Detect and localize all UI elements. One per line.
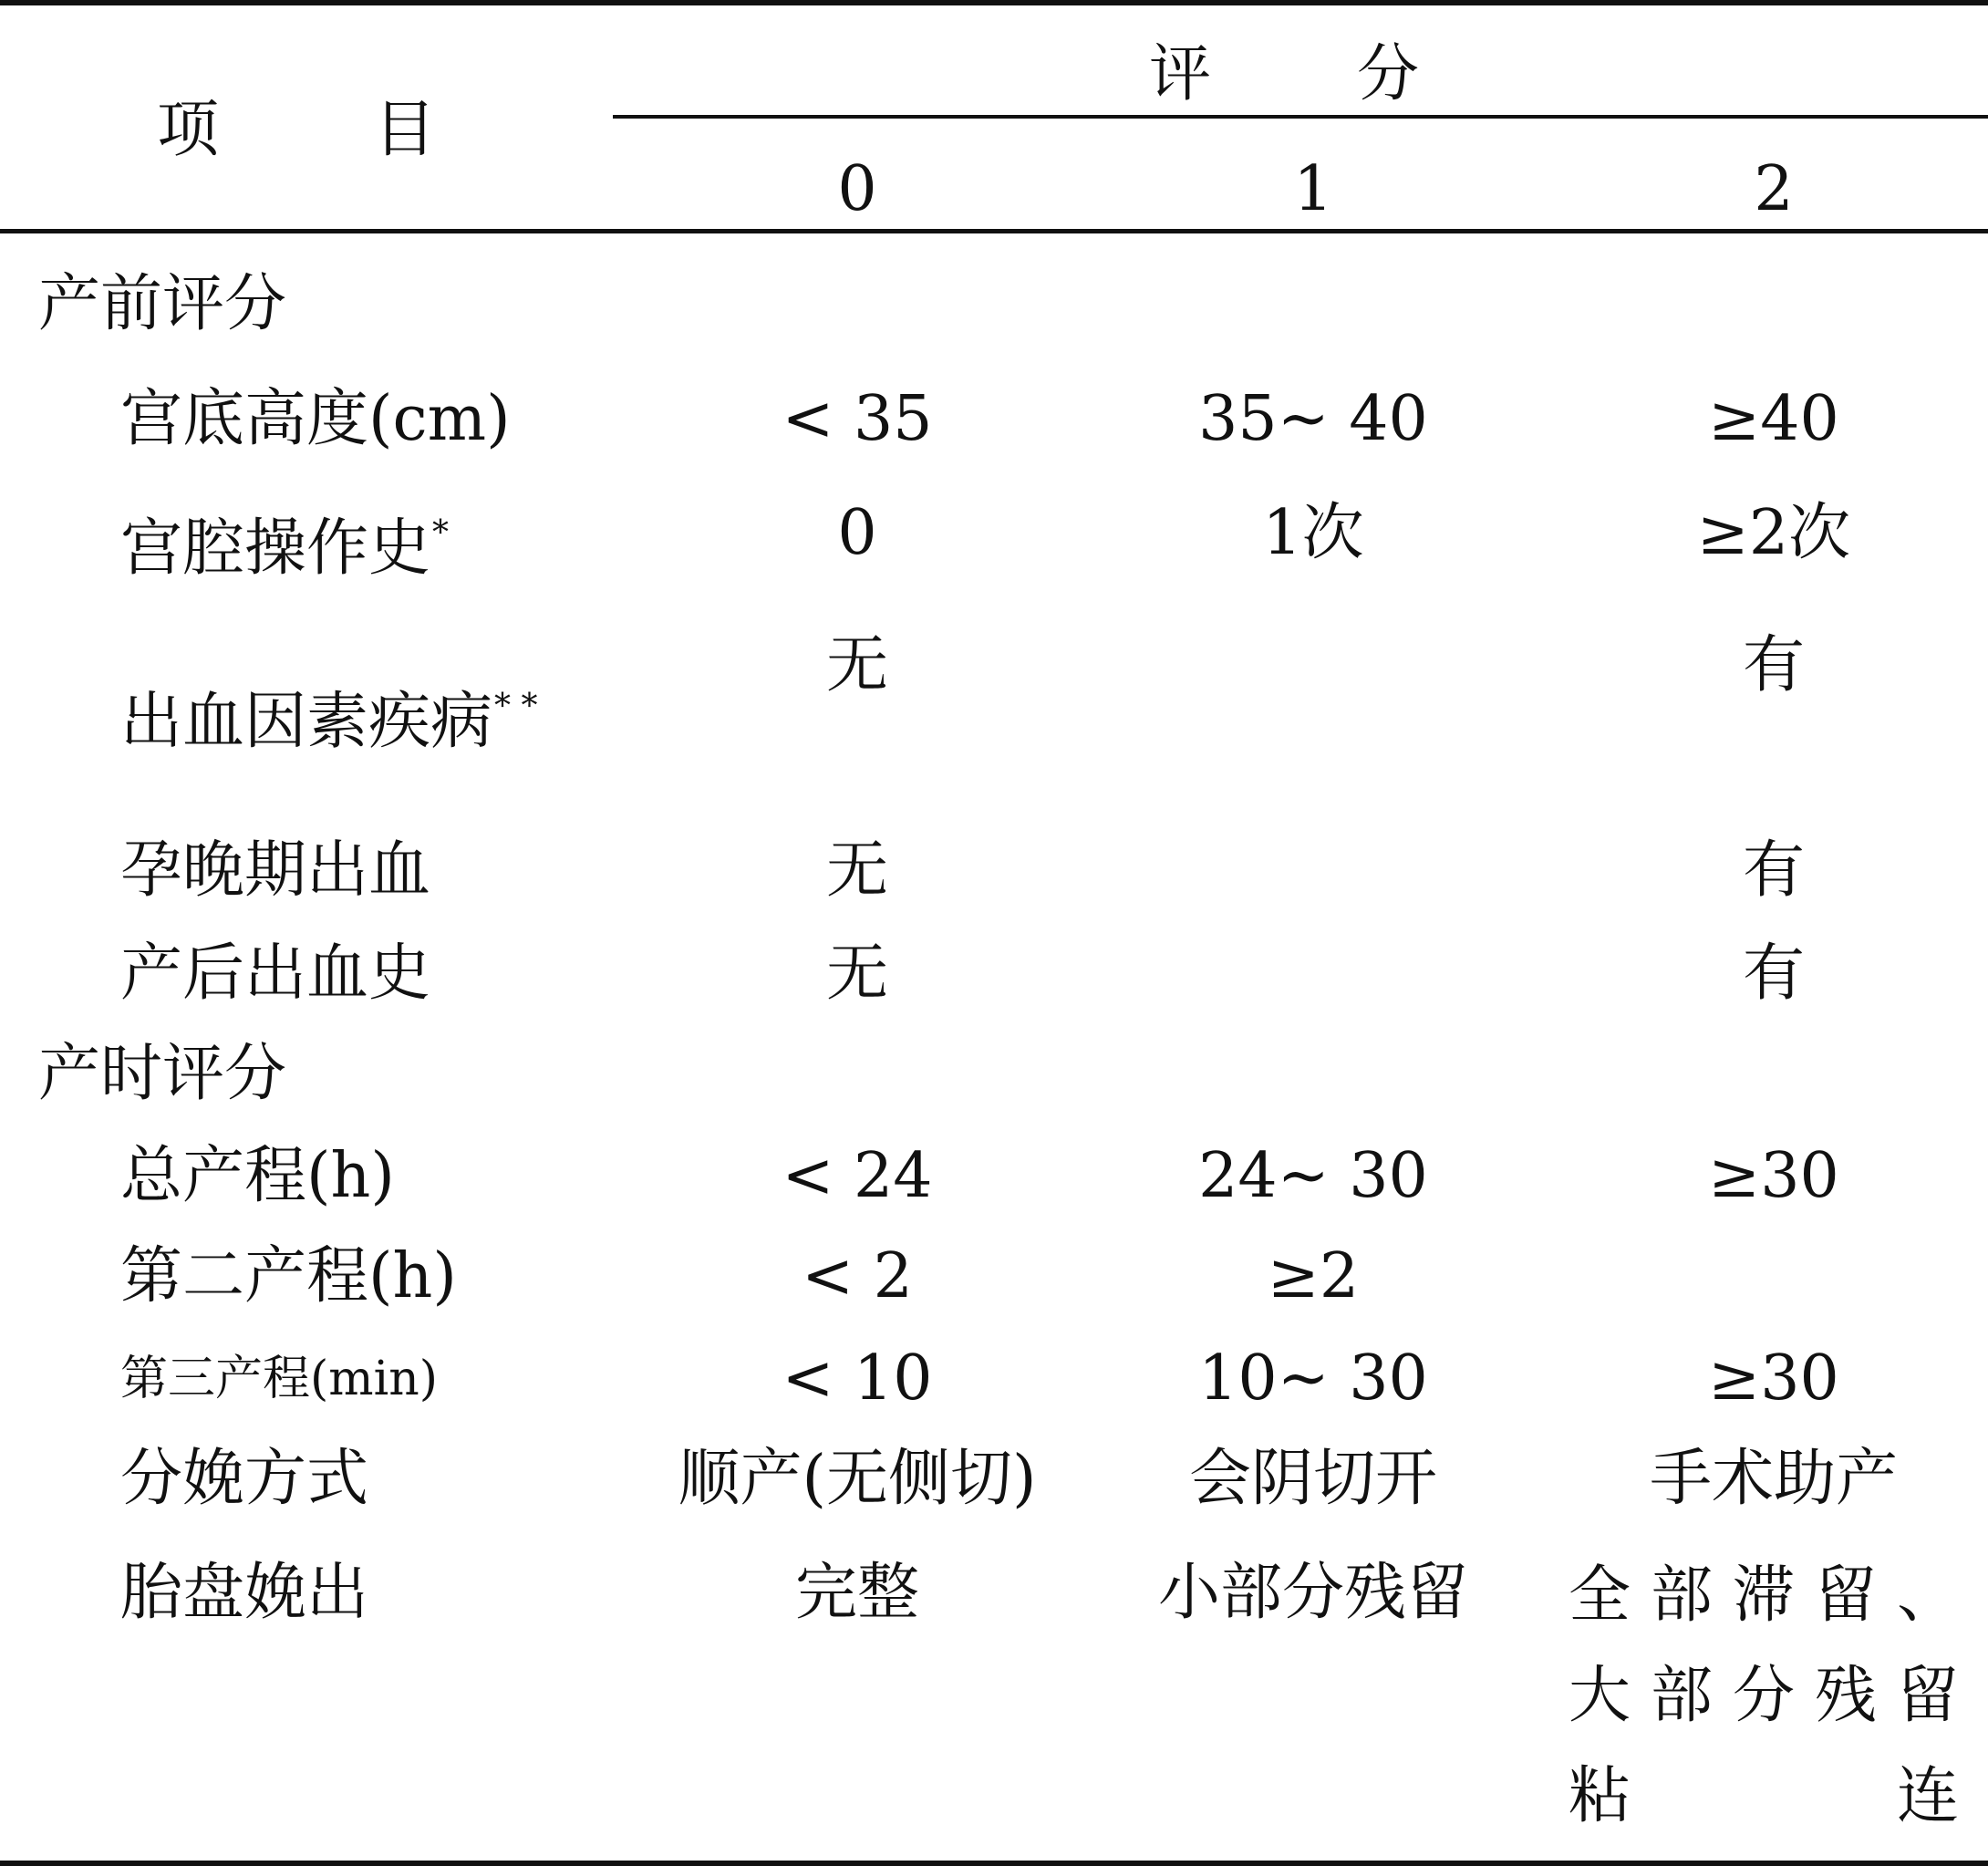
uterine-ops-score-0: 0 (837, 497, 877, 569)
delivery-mode-score-2: 手术助产 (1649, 1443, 1899, 1515)
third-stage-score-2: ≥30 (1708, 1342, 1839, 1415)
header-score-2: 2 (1754, 153, 1794, 225)
total-labor-score-0: < 24 (782, 1140, 933, 1212)
total-labor-score-2: ≥30 (1708, 1140, 1839, 1212)
header-score-0: 0 (837, 153, 877, 225)
row-label-placenta: 胎盘娩出 (120, 1557, 369, 1629)
row-label-pph-history: 产后出血史 (120, 938, 431, 1010)
late-bleeding-score-2: 有 (1742, 835, 1806, 907)
row-label-total-labor: 总产程(h) (120, 1140, 395, 1212)
second-stage-score-1: ≥2 (1267, 1240, 1360, 1312)
total-labor-score-1: 24~ 30 (1198, 1140, 1428, 1212)
bleeding-disease-score-2: 有 (1742, 629, 1806, 701)
score-header-rule (613, 115, 1988, 119)
bleeding-disease-label: 出血因素疾病 (120, 686, 493, 758)
top-rule (0, 0, 1988, 5)
bottom-rule (0, 1861, 1988, 1866)
pph-history-score-0: 无 (825, 938, 889, 1010)
row-label-delivery-mode: 分娩方式 (120, 1443, 369, 1515)
row-label-third-stage: 第三产程(min) (120, 1352, 439, 1406)
uterine-ops-label: 宫腔操作史 (120, 513, 431, 585)
third-stage-score-0: < 10 (782, 1342, 933, 1415)
placenta-score-0: 完整 (794, 1557, 920, 1629)
row-label-fundal-height: 宫底高度(cm) (120, 383, 511, 455)
late-bleeding-score-0: 无 (825, 835, 889, 907)
row-label-bleeding-disease (120, 670, 537, 759)
header-item (157, 94, 436, 167)
placenta-score-1: 小部分残留 (1157, 1557, 1469, 1629)
row-label-second-stage: 第二产程(h) (120, 1240, 457, 1312)
header-item-char-2: 目 (374, 94, 437, 166)
fundal-height-score-0: < 35 (782, 383, 933, 455)
delivery-mode-score-1: 会阴切开 (1188, 1443, 1438, 1515)
section-antepartum: 产前评分 (38, 268, 287, 340)
header-score (1149, 38, 1419, 111)
uterine-ops-score-2: ≥2次 (1696, 497, 1851, 569)
header-score-1: 1 (1293, 153, 1333, 225)
fundal-height-score-2: ≥40 (1708, 383, 1839, 455)
row-label-late-bleeding: 孕晚期出血 (120, 835, 431, 907)
footnote-mark: * (432, 514, 450, 552)
section-intrapartum: 产时评分 (38, 1038, 287, 1110)
third-stage-score-1: 10~ 30 (1198, 1342, 1428, 1415)
delivery-mode-score-0: 顺产(无侧切) (678, 1443, 1037, 1515)
header-bottom-rule (0, 229, 1988, 233)
footnote-mark: * * (494, 688, 538, 725)
row-label-uterine-ops (120, 497, 449, 586)
header-item-char-1: 项 (157, 94, 220, 166)
header-score-char-2: 分 (1357, 38, 1420, 110)
uterine-ops-score-1: 1次 (1262, 497, 1364, 569)
bleeding-disease-score-0: 无 (825, 629, 889, 701)
placenta-score-2: 全部滞留、大部分残留粘连 (1569, 1560, 1970, 1832)
header-score-char-1: 评 (1149, 38, 1212, 110)
pph-history-score-2: 有 (1742, 938, 1806, 1010)
fundal-height-score-1: 35~ 40 (1198, 383, 1428, 455)
second-stage-score-0: < 2 (802, 1240, 913, 1312)
